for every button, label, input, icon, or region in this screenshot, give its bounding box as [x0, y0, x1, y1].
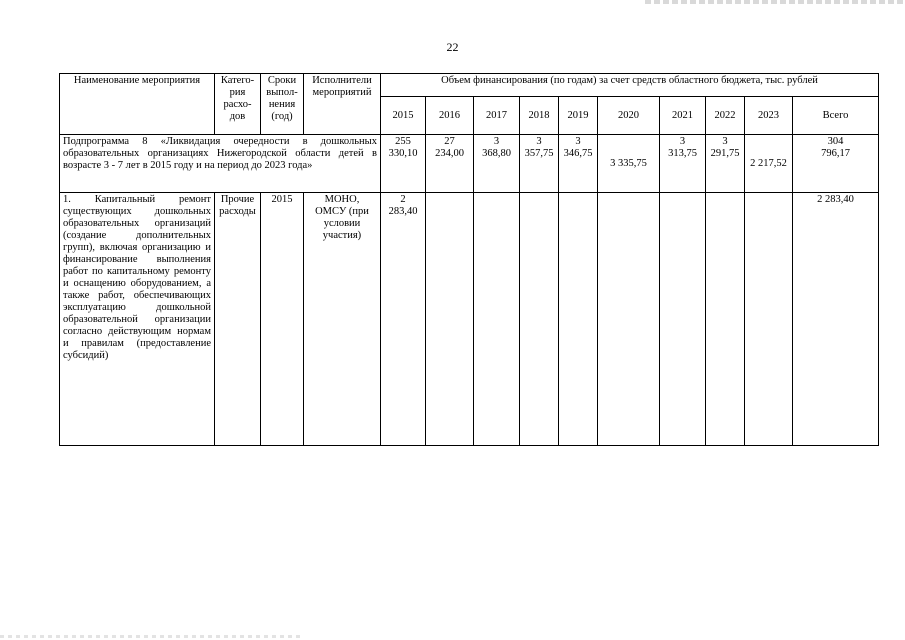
measure-executors: МОНО, ОМСУ (при условии участия) [304, 193, 381, 446]
header-year: 2022 [706, 97, 745, 135]
subprogram-row [60, 135, 879, 193]
header-terms: Сроки выпол- нения (год) [261, 74, 304, 135]
measure-value [745, 193, 793, 446]
scan-artifact-bottom [0, 635, 300, 638]
measure-value [474, 193, 520, 446]
header-year: 2016 [426, 97, 474, 135]
header-year: 2018 [520, 97, 559, 135]
subprogram-value: 3 291,75 [706, 135, 745, 193]
subprogram-value: 3 335,75 [598, 135, 660, 193]
measure-row [60, 193, 879, 446]
financing-table [59, 73, 879, 446]
measure-value [520, 193, 559, 446]
scan-artifact-top [645, 0, 905, 4]
measure-value [706, 193, 745, 446]
header-executors: Исполнители мероприятий [304, 74, 381, 135]
measure-value: 2 283,40 [381, 193, 426, 446]
page-number: 22 [446, 40, 459, 54]
header-year: 2015 [381, 97, 426, 135]
header-year: 2019 [559, 97, 598, 135]
measure-value [598, 193, 660, 446]
subprogram-value: 3 313,75 [660, 135, 706, 193]
header-row-1 [60, 74, 879, 97]
measure-terms: 2015 [261, 193, 304, 446]
subprogram-value: 2 217,52 [745, 135, 793, 193]
header-year: 2023 [745, 97, 793, 135]
header-financing: Объем финансирования (по годам) за счет средств областного бюджета, тыс. рублей [381, 74, 879, 97]
header-year: 2017 [474, 97, 520, 135]
subprogram-value: 3 346,75 [559, 135, 598, 193]
measure-total: 2 283,40 [793, 193, 879, 446]
subprogram-total: 304 796,17 [793, 135, 879, 193]
header-name: Наименование мероприятия [60, 74, 215, 135]
header-total: Всего [793, 97, 879, 135]
subprogram-value: 255 330,10 [381, 135, 426, 193]
subprogram-value: 27 234,00 [426, 135, 474, 193]
subprogram-value: 3 357,75 [520, 135, 559, 193]
header-year: 2020 [598, 97, 660, 135]
measure-name: 1. Капитальный ремонт существующих дошкольных образовательных организаций (создание дополнительных групп), включая организацию и финансирование выполнения работ по капитальному ремонту и оснащению оборудованием, а также работ, обеспечивающих эксплуатацию дошкольной образовательной организации согласно действующим нормам и правилам (предоставление субсидий) [60, 193, 215, 446]
subprogram-name: Подпрограмма 8 «Ликвидация очередности в дошкольных образовательных организациях Нижегородской области детей в возрасте 3 - 7 лет в 2015 году и на период до 2023 года» [60, 135, 381, 193]
header-category: Катего- рия расхо- дов [215, 74, 261, 135]
measure-value [660, 193, 706, 446]
measure-category: Прочие расходы [215, 193, 261, 446]
measure-value [559, 193, 598, 446]
subprogram-value: 3 368,80 [474, 135, 520, 193]
measure-value [426, 193, 474, 446]
header-year: 2021 [660, 97, 706, 135]
